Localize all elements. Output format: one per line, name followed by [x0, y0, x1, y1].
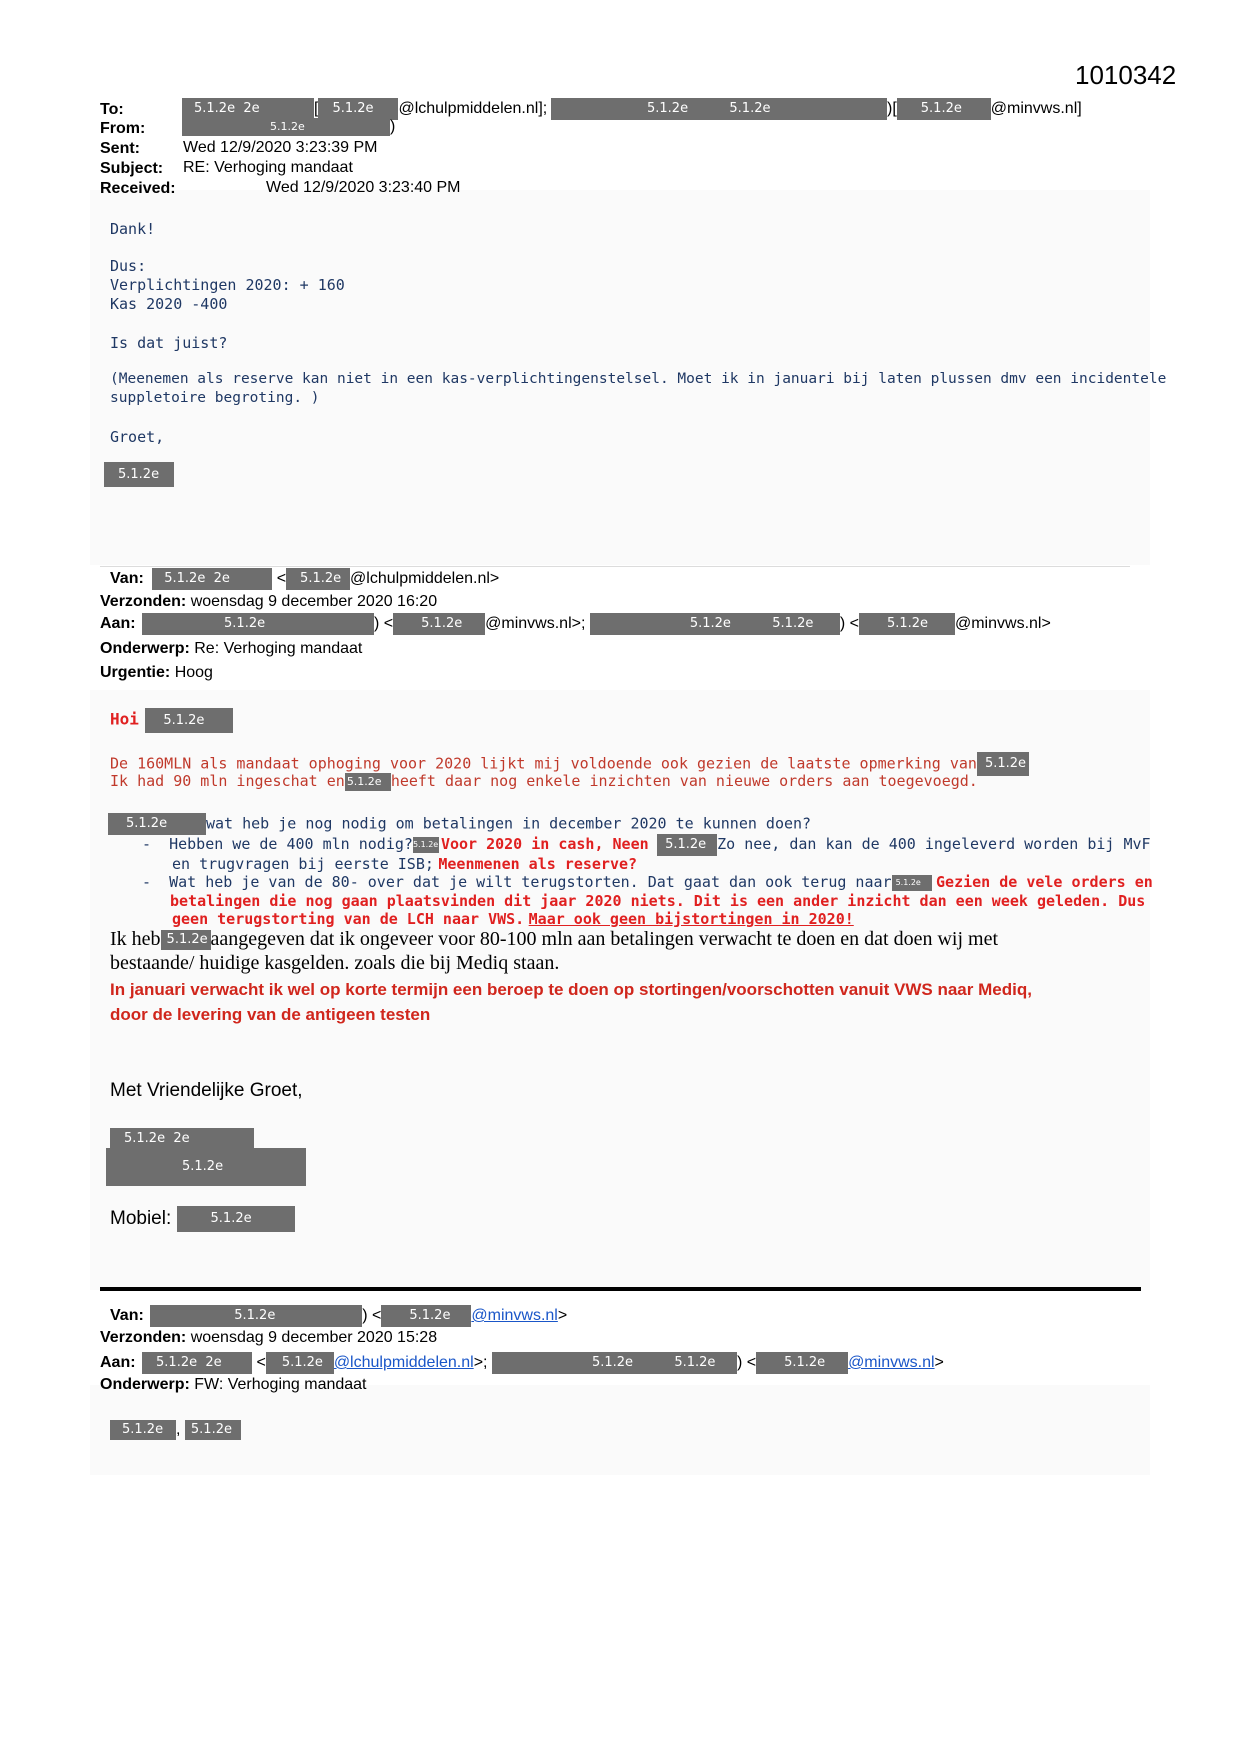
- msg1-line: suppletoire begroting. ): [110, 390, 320, 406]
- redaction: [345, 773, 391, 791]
- bracket: [: [314, 100, 319, 118]
- redaction-text: 5.1.2e: [346, 774, 382, 788]
- sent-label: Sent:: [100, 140, 140, 157]
- angle-bracket: ) <: [839, 615, 859, 633]
- serif-line: [110, 928, 998, 951]
- to-value: [182, 98, 547, 120]
- redaction-text: 5.1.2e: [920, 101, 962, 116]
- redaction-text: 5.1.2e: [332, 101, 374, 116]
- to-row: [100, 100, 124, 119]
- verzonden-label: Verzonden:: [100, 1329, 187, 1346]
- redaction-text: 5.1.2e: [281, 1355, 323, 1370]
- redaction: [977, 752, 1029, 776]
- redaction: [381, 1305, 471, 1327]
- redaction-text: 5.1.2e: [124, 1131, 166, 1146]
- redaction-text: 5.1.2e: [412, 840, 439, 849]
- redaction: [110, 1420, 176, 1440]
- question-text: wat heb je nog nodig om betalingen in december 2020 te kunnen doen?: [206, 814, 812, 833]
- hdr2-onderwerp-row: [100, 640, 362, 658]
- redaction: [182, 118, 390, 136]
- redaction: [152, 568, 272, 590]
- redaction-text: 5.1.2e: [984, 756, 1027, 771]
- redaction-text: 5.1.2e: [300, 571, 342, 586]
- angle-bracket: <: [276, 570, 287, 588]
- redaction: [142, 1352, 252, 1374]
- angle-bracket: ) <: [374, 615, 394, 633]
- aan-domain-2: @minvws.nl>: [954, 615, 1051, 633]
- redaction-text: 5.1.2e: [886, 616, 929, 631]
- redaction-text: 5.1.2e: [665, 837, 707, 852]
- calibri-red-line: door de levering van de antigeen testen: [110, 1005, 431, 1024]
- redaction: [590, 613, 840, 635]
- redaction-text: 5.1.2e: [126, 816, 168, 831]
- redaction-text: 5.1.2e: [182, 1159, 224, 1174]
- redaction: [492, 1352, 737, 1374]
- calibri-red-line: In januari verwacht ik wel op korte termijn een beroep te doen op stortingen/voorschotten vanuit VWS naar Mediq,: [110, 980, 1032, 999]
- bullet-answer-underlined: Maar ook geen bijstortingen in 2020!: [528, 910, 854, 928]
- bullet-2: [142, 873, 1153, 892]
- hdr2-verzonden-row: [100, 593, 437, 611]
- bullet-2-cont: [172, 910, 854, 929]
- bullet-dash: -: [142, 835, 170, 854]
- angle-bracket: ) <: [736, 1354, 757, 1372]
- redaction: [393, 613, 485, 635]
- hdr3-van-row: [110, 1305, 567, 1327]
- onderwerp-value: FW: Verhoging mandaat: [194, 1376, 367, 1393]
- redaction-text: 5.1.2e: [591, 1355, 634, 1370]
- angle-bracket: ) <: [362, 1307, 382, 1325]
- mobile-row: [110, 1206, 295, 1232]
- message-background-3: [90, 1385, 1150, 1475]
- msg1-line: Verplichtingen 2020: + 160: [110, 276, 345, 294]
- redaction-text: 2e: [173, 1131, 190, 1146]
- subject-label: Subject:: [100, 160, 164, 177]
- to-label: To:: [100, 101, 124, 118]
- msg1-line: Is dat juist?: [110, 334, 228, 352]
- bullet-text: Hebben we de 400 mln nodig?: [169, 835, 413, 854]
- hdr3-onderwerp-row: [100, 1376, 367, 1394]
- aan-email-link-2[interactable]: @minvws.nl: [848, 1354, 935, 1372]
- msg1-line: (Meenemen als reserve kan niet in een kas-verplichtingenstelsel. Moet ik in januari bij laten plussen dmv een incidentele: [110, 371, 1167, 387]
- mobile-label: Mobiel:: [110, 1208, 172, 1230]
- serif-line: bestaande/ huidige kasgelden. zoals die bij Mediq staan.: [110, 952, 560, 974]
- van-email-link[interactable]: @minvws.nl: [471, 1307, 558, 1325]
- redaction: [859, 613, 955, 635]
- serif-text: Ik heb: [110, 928, 161, 950]
- angle-bracket: <: [256, 1354, 266, 1372]
- received-row: [100, 179, 176, 198]
- redaction: [185, 1420, 241, 1440]
- redaction-text: 2e: [205, 1355, 222, 1370]
- redaction-text: 5.1.2e: [194, 101, 236, 116]
- redaction: [145, 708, 233, 733]
- bracket: )[: [887, 100, 897, 118]
- angle-bracket: >: [934, 1354, 944, 1372]
- redaction-text: 5.1.2e: [772, 616, 814, 631]
- bullet-dash: -: [142, 873, 170, 891]
- bracket: ): [390, 118, 396, 136]
- redaction-text: 5.1.2e: [689, 616, 731, 631]
- onderwerp-value: Re: Verhoging mandaat: [194, 640, 363, 657]
- redaction: [413, 837, 439, 853]
- bullet-2-cont: betalingen die nog gaan plaatsvinden dit jaar 2020 niets. Dit is een ander inzicht dan een week geleden. Dus: [170, 892, 1146, 910]
- hdr2-urgentie-row: [100, 664, 213, 682]
- comma: ,: [176, 1421, 185, 1439]
- redaction-text: 2e: [213, 571, 230, 586]
- redaction-text: 5.1.2e: [674, 1355, 716, 1370]
- redaction: [110, 1128, 254, 1150]
- redaction: [756, 1352, 848, 1374]
- subject-value: RE: Verhoging mandaat: [183, 159, 353, 176]
- redaction: [182, 98, 314, 120]
- sent-value: Wed 12/9/2020 3:23:39 PM: [183, 139, 378, 156]
- to-domain-2: @minvws.nl]: [990, 100, 1082, 118]
- redaction-text: 5.1.2e: [118, 467, 160, 482]
- redaction: [318, 98, 398, 120]
- aan-label: Aan:: [100, 1354, 136, 1372]
- redaction: [142, 613, 374, 635]
- hdr3-aan-row: [100, 1352, 944, 1374]
- redaction-text: 2e: [243, 101, 260, 116]
- redaction-text: 5.1.2e: [234, 1308, 276, 1323]
- bullet-text: en trugvragen bij eerste ISB;: [172, 855, 434, 873]
- msg3-salutation: [110, 1420, 241, 1440]
- angle-bracket: >: [557, 1307, 568, 1325]
- angle-bracket: >;: [473, 1354, 488, 1372]
- redaction: [161, 930, 211, 950]
- onderwerp-label: Onderwerp:: [100, 1376, 190, 1393]
- received-value: Wed 12/9/2020 3:23:40 PM: [266, 179, 461, 196]
- redaction-text: 5.1.2e: [409, 1308, 451, 1323]
- onderwerp-label: Onderwerp:: [100, 640, 190, 657]
- redaction-text: 5.1.2e: [784, 1355, 826, 1370]
- msg1-line: Dus:: [110, 257, 147, 275]
- to-value-2: [551, 98, 1082, 120]
- bullet-text: Zo nee, dan kan de 400 ingeleverd worden bij MvF: [717, 835, 1151, 854]
- redaction: [108, 813, 206, 835]
- urgentie-value: Hoog: [174, 664, 213, 681]
- from-value: [182, 118, 395, 136]
- redaction: [106, 1148, 306, 1186]
- msg2-para-line: [110, 772, 978, 791]
- redaction: [266, 1352, 334, 1374]
- msg1-line: Dank!: [110, 220, 156, 238]
- document-number: 1010342: [1075, 60, 1177, 90]
- hdr2-aan-row: [100, 613, 1051, 635]
- from-row: [100, 119, 145, 138]
- greeting: [110, 708, 233, 733]
- redaction: [104, 462, 174, 487]
- redaction: [657, 834, 717, 856]
- serif-text: aangegeven dat ik ongeveer voor 80-100 mln aan betalingen verwacht te doen en dat doen wij met: [210, 928, 999, 950]
- aan-label: Aan:: [100, 615, 136, 633]
- paragraph-text: heeft daar nog enkele inzichten van nieuwe orders aan toegevoegd.: [390, 772, 978, 790]
- verzonden-value: woensdag 9 december 2020 15:28: [190, 1329, 438, 1346]
- redaction: [286, 568, 350, 590]
- redaction-text: 5.1.2e: [210, 1211, 252, 1226]
- redaction: [551, 98, 887, 120]
- redaction-text: 5.1.2e: [895, 877, 921, 887]
- redaction-text: 5.1.2e: [224, 616, 266, 631]
- sent-row: [100, 139, 140, 158]
- verzonden-label: Verzonden:: [100, 593, 187, 610]
- thick-divider: [100, 1287, 1141, 1291]
- redaction-text: 5.1.2e: [421, 616, 463, 631]
- paragraph-text: Ik had 90 mln ingeschat en: [110, 772, 345, 790]
- redaction-text: 5.1.2e: [122, 1422, 164, 1437]
- redaction-text: 5.1.2e: [164, 571, 206, 586]
- redaction-text: 5.1.2e: [166, 932, 208, 948]
- redaction: [892, 875, 932, 891]
- redaction-text: 5.1.2e: [163, 713, 205, 728]
- redaction-text: 5.1.2e: [647, 101, 689, 116]
- bullet-answer: geen terugstorting van de LCH naar VWS.: [172, 910, 525, 928]
- bullet-answer: Voor 2020 in cash, Neen: [440, 835, 649, 854]
- van-domain: @lchulpmiddelen.nl>: [350, 570, 500, 588]
- hoi-text: Hoi: [110, 709, 139, 729]
- question-line: [108, 813, 811, 835]
- bullet-1-cont: [172, 855, 637, 874]
- hdr2-van-row: [110, 568, 499, 590]
- bullet-text: Wat heb je van de 80- over dat je wilt terugstorten. Dat gaat dan ook terug naar: [169, 873, 892, 891]
- redaction-text: 5.1.2e: [270, 120, 305, 133]
- subject-row: [100, 159, 163, 178]
- bullet-1: [142, 834, 1151, 856]
- redaction-text: 5.1.2e: [156, 1355, 198, 1370]
- hdr3-verzonden-row: [100, 1329, 437, 1347]
- redaction: [150, 1305, 362, 1327]
- msg1-line: Groet,: [110, 428, 165, 446]
- verzonden-value: woensdag 9 december 2020 16:20: [190, 593, 438, 610]
- signature-redaction: [104, 462, 174, 487]
- van-label: Van:: [110, 570, 144, 588]
- msg1-line: Kas 2020 -400: [110, 295, 228, 313]
- divider: [100, 566, 1130, 567]
- redaction: [177, 1206, 295, 1232]
- bullet-answer: Gezien de vele orders en: [936, 873, 1153, 891]
- aan-domain-1: @minvws.nl>;: [485, 615, 586, 633]
- from-label: From:: [100, 120, 146, 137]
- redaction-text: 5.1.2e: [190, 1422, 232, 1437]
- redaction: [897, 98, 991, 120]
- van-label: Van:: [110, 1307, 144, 1325]
- aan-email-link-1[interactable]: @lchulpmiddelen.nl: [333, 1354, 474, 1372]
- redaction-text: 5.1.2e: [729, 101, 771, 116]
- closing-greeting: Met Vriendelijke Groet,: [110, 1080, 303, 1101]
- to-domain-1: @lchulpmiddelen.nl];: [398, 100, 548, 118]
- urgentie-label: Urgentie:: [100, 664, 171, 681]
- received-label: Received:: [100, 180, 176, 197]
- paragraph-text: De 160MLN als mandaat ophoging voor 2020 lijkt mij voldoende ook gezien de laatste opmerking van: [110, 754, 977, 773]
- bullet-answer: Meenmenen als reserve?: [438, 855, 638, 873]
